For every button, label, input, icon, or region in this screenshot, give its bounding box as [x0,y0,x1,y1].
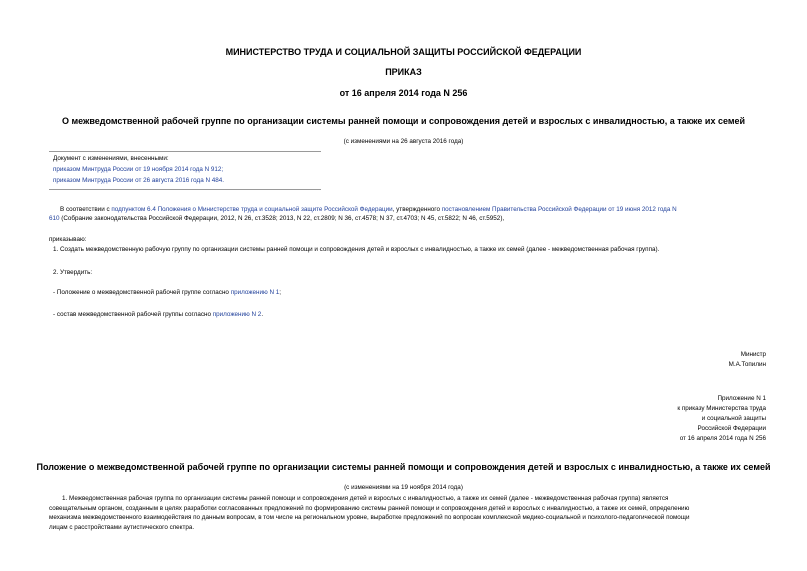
changes-link-912[interactable] [53,165,223,174]
doc-type-heading: ПРИКАЗ [385,67,422,77]
signature-position: Министр [740,351,766,358]
appendix-ref-line5: от 16 апреля 2014 года N 256 [679,435,766,442]
preamble-text-3: (Собрание законодательства Российской Федерации, 2012, N 26, ст.3528; 2013, N 22, ст.2809; N 36, ст.4578; N 37, ст.4703; N 45, ст.5822; N 46, ст.5952), [59,215,505,222]
preamble-link-regulation[interactable]: подпунктом 6.4 Положения о Министерстве труда и социальной защите Российской Федерации [111,206,393,213]
order-amended-note: (с изменениями на 26 августа 2016 года) [343,138,464,145]
order-word: приказываю: [49,236,87,243]
regulation-title: Положение о межведомственной рабочей группе по организации системы ранней помощи и сопровождения детей и взрослых с инвалидностью, а также их семей [36,462,771,472]
appendix-ref-line2: к приказу Министерства труда [677,405,766,412]
appendix-ref-line1: Приложение N 1 [717,395,766,402]
changes-link-912-text[interactable]: приказом Минтруда России от 19 ноября 2014 года N 912; [53,166,224,173]
order-sub-1-text: - Положение о межведомственной рабочей группе согласно [53,289,231,296]
changes-link-484-text[interactable]: приказом Минтруда России от 26 августа 2016 года N 484. [53,177,225,184]
preamble-link-decree-cont[interactable]: 610 [49,215,60,222]
preamble-text-1: В соответствии с [60,206,112,213]
changes-bottom-rule [49,189,321,190]
appendix-reference [677,394,766,444]
appendix-ref-line3: и социальной защиты [701,415,766,422]
changes-intro: Документ с изменениями, внесенными: [53,155,169,162]
regulation-p1-line2: совещательным органом, созданным в целях разработки согласованных предложений по формированию системы ранней помощи и сопровождения детей и взрослых с инвалидностью, а также их семей, определению [49,504,690,512]
order-sub-2-end: . [261,311,264,318]
signature-block [729,350,766,370]
regulation-p1-line3: механизма межведомственного взаимодействия по данным вопросам, в том числе на региональном уровне, выработке предложений по вопросам комплексной медико-социальной и психолого-педагогической помощи [49,514,690,521]
appendix-ref-line4: Российской Федерации [697,425,766,432]
regulation-p1-line1: 1. Межведомственная рабочая группа по организации системы ранней помощи и сопровождения детей и взрослых с инвалидностью, а также их семей (далее - межведомственная рабочая группа) является [62,495,669,502]
regulation-amended-note: (с изменениями на 19 ноября 2014 года) [344,484,463,491]
order-sub-2-text: - состав межведомственной рабочей группы согласно [53,311,213,318]
order-date-number: от 16 апреля 2014 года N 256 [339,88,468,98]
preamble-line2 [49,214,769,223]
appendix-2-link[interactable]: приложению N 2 [212,311,262,318]
changes-top-rule [49,151,321,152]
preamble-link-decree[interactable]: постановлением Правительства Российской Федерации от 19 июня 2012 года N [441,206,677,213]
regulation-paragraph-1 [49,494,769,532]
changes-link-484[interactable] [53,176,224,185]
order-sub-1 [53,288,281,297]
appendix-1-link[interactable]: приложению N 1 [230,289,280,296]
ministry-heading: МИНИСТЕРСТВО ТРУДА И СОЦИАЛЬНОЙ ЗАЩИТЫ РОССИЙСКОЙ ФЕДЕРАЦИИ [225,47,582,57]
regulation-p1-line4: лицам с расстройствами аутистического спектра. [49,523,195,531]
order-title: О межведомственной рабочей группе по организации системы ранней помощи и сопровождения детей и взрослых с инвалидностью, а также их семей [61,116,746,126]
order-item-2: 2. Утвердить: [53,269,93,276]
order-sub-1-end: ; [279,289,282,296]
preamble-text-2: , утвержденного [392,206,442,213]
preamble-line1 [60,205,770,214]
signature-name: М.А.Топилин [728,361,766,368]
order-sub-2 [53,310,263,319]
order-item-1: 1. Создать межведомственную рабочую группу по организации системы ранней помощи и сопровождения детей и взрослых с инвалидностью, а также их семей (далее - межведомственная рабочая группа). [53,246,660,253]
